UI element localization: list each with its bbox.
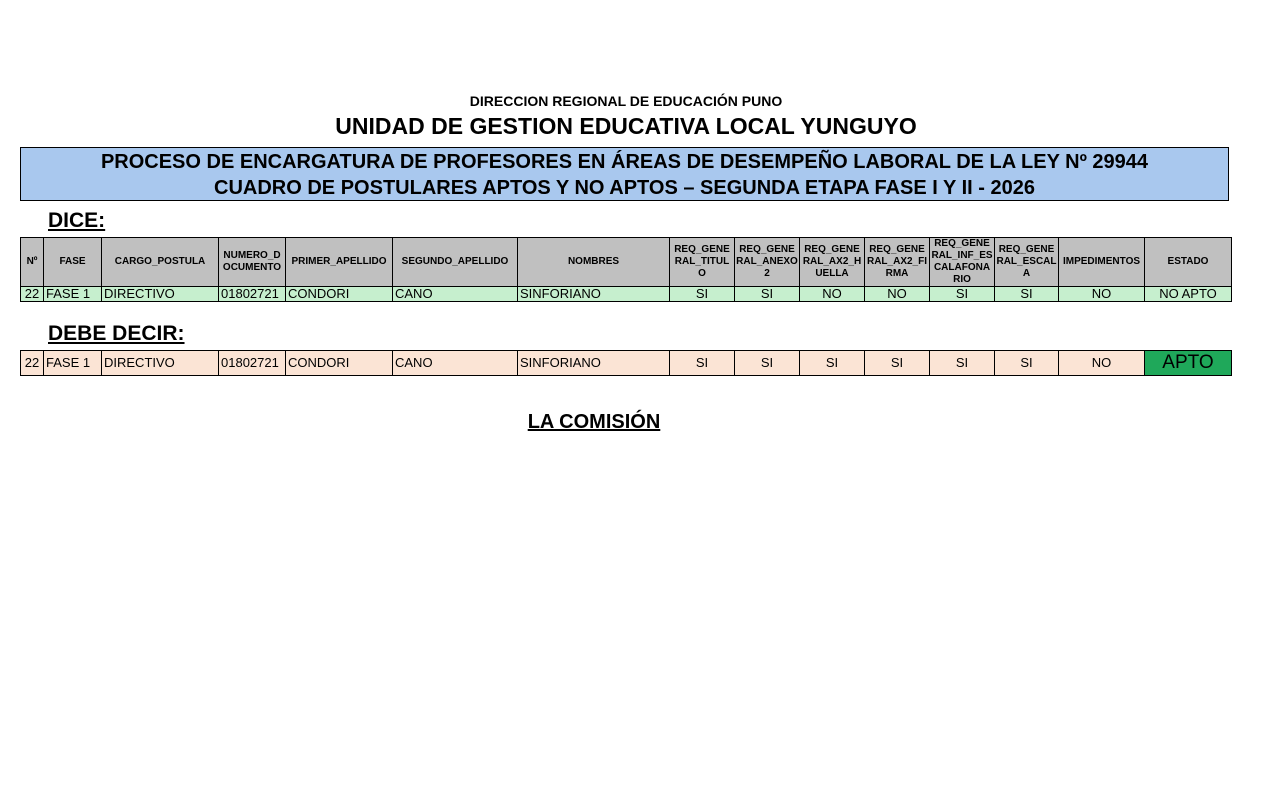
cell-titulo: SI — [670, 351, 735, 376]
cell-no: 22 — [21, 351, 44, 376]
cell-impedimentos: NO — [1059, 287, 1145, 302]
dice-header-row — [21, 238, 1232, 287]
cell-titulo: SI — [670, 287, 735, 302]
col-header-nombres: NOMBRES — [518, 238, 670, 287]
cell-estado-apto: APTO — [1145, 351, 1232, 376]
col-header-estado: ESTADO — [1145, 238, 1232, 287]
cell-documento: 01802721 — [219, 351, 286, 376]
cell-anexo2: SI — [735, 287, 800, 302]
col-header-fase: FASE — [44, 238, 102, 287]
cell-escala: SI — [995, 351, 1059, 376]
section-title-dice: DICE: — [48, 209, 106, 232]
cell-cargo: DIRECTIVO — [102, 287, 219, 302]
cell-nombres: SINFORIANO — [518, 351, 670, 376]
cell-huella: NO — [800, 287, 865, 302]
signature-la-comision: LA COMISIÓN — [527, 411, 661, 433]
cell-segundo-apellido: CANO — [393, 351, 518, 376]
section-title-debe-decir: DEBE DECIR: — [48, 322, 185, 345]
cell-estado: NO APTO — [1145, 287, 1232, 302]
col-header-titulo: REQ_GENERAL_TITULO — [670, 238, 735, 287]
debe-decir-table — [20, 350, 1232, 376]
cell-no: 22 — [21, 287, 44, 302]
banner-line-2: CUADRO DE POSTULARES APTOS Y NO APTOS – SEGUNDA ETAPA FASE I Y II - 2026 — [214, 177, 1035, 199]
col-header-primer-apellido: PRIMER_APELLIDO — [286, 238, 393, 287]
col-header-huella: REQ_GENERAL_AX2_HUELLA — [800, 238, 865, 287]
cell-escalafonario: SI — [930, 351, 995, 376]
col-header-anexo2: REQ_GENERAL_ANEXO2 — [735, 238, 800, 287]
cell-escalafonario: SI — [930, 287, 995, 302]
banner-line-1: PROCESO DE ENCARGATURA DE PROFESORES EN ÁREAS DE DESEMPEÑO LABORAL DE LA LEY Nº 29944 — [100, 151, 1149, 173]
col-header-escalafonario: REQ_GENERAL_INF_ESCALAFONARIO — [931, 238, 993, 285]
col-header-no: Nº — [21, 238, 44, 287]
cell-primer-apellido: CONDORI — [286, 287, 393, 302]
header-regional-direction: DIRECCION REGIONAL DE EDUCACIÓN PUNO — [469, 93, 783, 109]
col-header-segundo-apellido: SEGUNDO_APELLIDO — [393, 238, 518, 287]
cell-huella: SI — [800, 351, 865, 376]
title-banner — [20, 147, 1229, 201]
cell-firma: NO — [865, 287, 930, 302]
cell-primer-apellido: CONDORI — [286, 351, 393, 376]
cell-documento: 01802721 — [219, 287, 286, 302]
cell-anexo2: SI — [735, 351, 800, 376]
cell-escala: SI — [995, 287, 1059, 302]
cell-fase: FASE 1 — [44, 351, 102, 376]
debe-decir-table-row — [21, 351, 1232, 376]
cell-firma: SI — [865, 351, 930, 376]
header-ugel: UNIDAD DE GESTION EDUCATIVA LOCAL YUNGUYO — [335, 113, 917, 139]
dice-table-row — [21, 287, 1232, 302]
cell-cargo: DIRECTIVO — [102, 351, 219, 376]
dice-table — [20, 237, 1232, 302]
col-header-documento: NUMERO_DOCUMENTO — [219, 238, 286, 287]
cell-fase: FASE 1 — [44, 287, 102, 302]
col-header-escala: REQ_GENERAL_ESCALA — [995, 238, 1059, 287]
cell-segundo-apellido: CANO — [393, 287, 518, 302]
col-header-firma: REQ_GENERAL_AX2_FIRMA — [865, 238, 930, 287]
col-header-cargo: CARGO_POSTULA — [102, 238, 219, 287]
cell-nombres: SINFORIANO — [518, 287, 670, 302]
col-header-impedimentos: IMPEDIMENTOS — [1059, 238, 1145, 287]
cell-impedimentos: NO — [1059, 351, 1145, 376]
